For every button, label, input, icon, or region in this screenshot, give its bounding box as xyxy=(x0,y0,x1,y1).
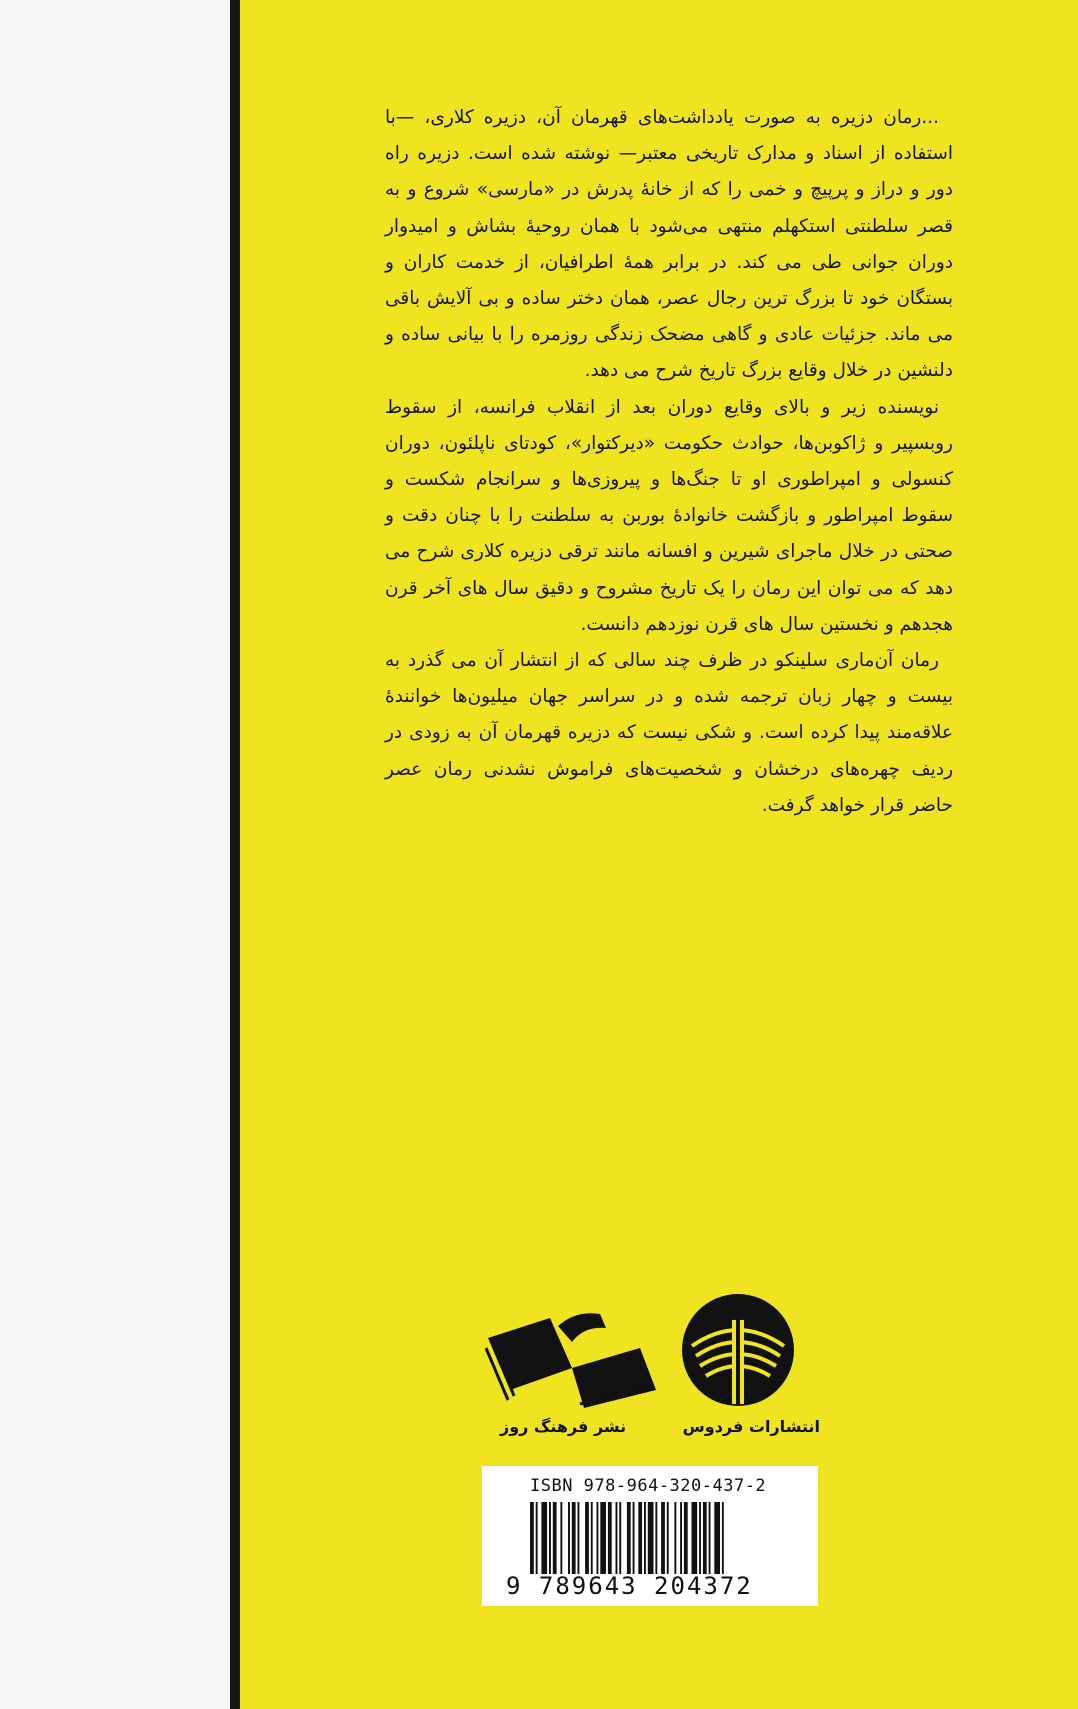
isbn-barcode xyxy=(482,1466,818,1606)
barcode-bar xyxy=(627,1502,631,1574)
barcode-bar xyxy=(648,1502,654,1574)
ferdows-logo-icon xyxy=(678,1290,798,1410)
barcode-bar xyxy=(722,1502,724,1574)
barcode-bar xyxy=(709,1502,711,1574)
barcode-bar xyxy=(692,1502,698,1574)
barcode-bar xyxy=(667,1502,669,1574)
blurb-paragraph-1: ...رمان دزیره به صورت یادداشت‌های قهرمان آن، دزیره کلاری، —با استفاده از اسناد و مدارک تاریخی معتبر— نوشته شده است. دزیره راه دور و دراز و پرپیچ و خمی را که از خانهٔ پدرش در «مارسی» شروع و به قصر سلطنتی استکهلم منتهی می‌شود با همان روحیهٔ بشاش و امیدوار دوران جوانی طی می کند. در برابر همهٔ اطرافیان، از خدمت کاران و بستگان خود تا بزرگ ترین رجال عصر، همان دختر ساده و بی آلایش باقی می ماند. جزئیات عادی و گاهی مضحک زندگی روزمره را با بیانی ساده و دلنشین در خلال وقایع بزرگ تاریخ شرح می دهد. xyxy=(385,107,953,382)
barcode-bar xyxy=(591,1502,593,1574)
barcode-bar xyxy=(568,1502,570,1574)
barcode-bar xyxy=(655,1502,657,1574)
barcode-bar xyxy=(536,1502,538,1574)
barcode-bar xyxy=(714,1502,720,1574)
barcode-bar xyxy=(600,1502,606,1574)
barcode-bar xyxy=(549,1502,551,1574)
publisher-logos xyxy=(480,1290,820,1460)
barcode-bar xyxy=(608,1502,612,1574)
barcode-digits: 9 789643 204372 xyxy=(506,1572,753,1600)
barcode-bar xyxy=(661,1502,665,1574)
barcode-bar xyxy=(597,1502,599,1574)
barcode-bar xyxy=(703,1502,707,1574)
publisher-ferdows-name: انتشارات فردوس xyxy=(682,1417,820,1436)
book-spine xyxy=(0,0,230,1709)
barcode-bar xyxy=(674,1502,676,1574)
barcode-bar xyxy=(619,1502,621,1574)
barcode-bar xyxy=(633,1502,635,1574)
barcode-bar xyxy=(578,1502,580,1574)
barcode-bar xyxy=(684,1502,688,1574)
barcode-bars-icon xyxy=(530,1502,780,1574)
blurb-paragraph-3: رمان آن‌ماری سلینکو در ظرف چند سالی که از انتشار آن می گذرد به بیست و چهار زبان ترجمه شده و در سراسر جهان میلیون‌ها خوانندهٔ علاقه‌مند پیدا کرده است. و شکی نیست که دزیره قهرمان آن به زودی در ردیف چهره‌های درخشان و شخصیت‌های فراموش نشدنی رمان عصر حاضر قرار خواهد گرفت. xyxy=(385,650,953,816)
blurb-paragraph-2: نویسنده زیر و بالای وقایع دوران بعد از انقلاب فرانسه، از سقوط روبسپیر و ژاکوبن‌ها، حوادث حکومت «دیرکتوار»، کودتای ناپلئون، دوران کنسولی و امپراطوری او تا جنگ‌ها و پیروزی‌ها و سرانجام شکست و سقوط امپراطور و بازگشت خانوادهٔ بوربن به سلطنت را با چنان دقت و صحتی در خلال ماجرای شیرین و افسانه مانند ترقی دزیره کلاری شرح می دهد که می توان این رمان را یک تاریخ مشروح و دقیق سال های آخر قرن هجدهم و نخستین سال های قرن نوزدهم دانست. xyxy=(385,396,953,635)
barcode-bar xyxy=(553,1502,557,1574)
publisher-rooz-name: نشر فرهنگ روز xyxy=(500,1417,627,1436)
barcode-bar xyxy=(572,1502,576,1574)
open-book-logo-icon xyxy=(480,1308,660,1408)
barcode-bar xyxy=(699,1502,701,1574)
isbn-label: ISBN 978-964-320-437-2 xyxy=(530,1476,767,1496)
barcode-bar xyxy=(560,1502,562,1574)
spine-edge xyxy=(230,0,240,1709)
barcode-bar xyxy=(680,1502,682,1574)
barcode-bar xyxy=(644,1502,646,1574)
barcode-bar xyxy=(585,1502,589,1574)
barcode-bar xyxy=(530,1502,534,1574)
barcode-bar xyxy=(616,1502,618,1574)
back-cover-blurb xyxy=(385,100,953,824)
barcode-bar xyxy=(541,1502,547,1574)
barcode-bar xyxy=(638,1502,642,1574)
